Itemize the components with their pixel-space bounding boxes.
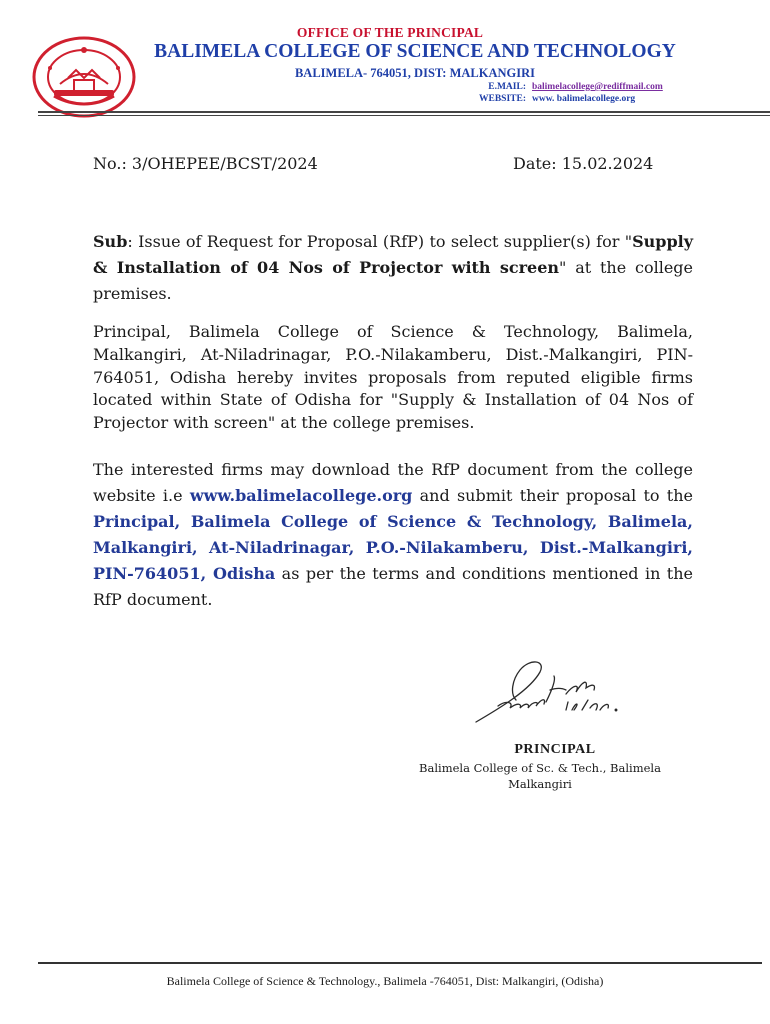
college-name: BALIMELA COLLEGE OF SCIENCE AND TECHNOLOGY [154,41,676,62]
subject-text: : Issue of Request for Proposal (RfP) to select supplier(s) for " [127,232,633,251]
website-row [470,93,663,105]
contact-block [470,81,663,105]
header-rule-thick [38,111,770,113]
email-link[interactable]: balimelacollege@rediffmail.com [532,82,663,92]
invitation-paragraph: Principal, Balimela College of Science & Technology, Balimela, Malkangiri, At-Niladrinagar, P.O.-Nilakamberu, Dist.-Malkangiri, PIN-764051, Odisha hereby invites proposals from reputed eligible firms located within State of Odisha for "Supply & Installation of 04 Nos of Projector with screen" at the college premises. [93,322,693,433]
website-link[interactable]: www. balimelacollege.org [532,94,636,104]
submission-text-mid: and submit their proposal to the [412,486,693,505]
footer-rule [38,962,762,964]
college-address: BALIMELA- 764051, DIST: MALKANGIRI [294,66,536,80]
subject-label: Sub [93,232,128,251]
signatory-org-line2: Malkangiri [508,776,572,791]
subject-paragraph [93,229,693,307]
website-label: WEBSITE: [479,94,526,104]
signatory-org-line1: Balimela College of Sc. & Tech., Balimela [419,761,661,775]
header-rule-thin [38,115,770,116]
submission-text-end: as per the terms and conditions mentioned in the RfP document. [93,564,693,609]
office-heading: OFFICE OF THE PRINCIPAL [296,25,484,40]
subject-item: Supply & Installation of 04 Nos of Projector with screen [93,232,693,277]
principal-signature [470,650,640,730]
principal-address: Principal, Balimela College of Science & Technology, Balimela, Malkangiri, At-Niladrinagar, P.O.-Nilakamberu, Dist.-Malkangiri, PIN-764051, Odisha [93,512,693,583]
email-row [470,81,663,93]
email-label: E.MAIL: [488,82,526,92]
subject-text-end: " at the college premises. [93,258,694,303]
signatory-organisation [400,761,680,792]
signatory-title: PRINCIPAL [514,742,596,757]
letter-date: Date: 15.02.2024 [513,154,654,173]
footer-text: Balimela College of Science & Technology., Balimela -764051, Dist: Malkangiri, (Odisha) [166,974,604,988]
submission-text: The interested firms may download the RfP document from the college website i.e [93,460,693,505]
college-logo [30,34,138,120]
reference-number: No.: 3/OHEPEE/BCST/2024 [93,154,318,173]
college-website-link[interactable]: www.balimelacollege.org [189,486,413,505]
submission-paragraph [93,457,693,613]
